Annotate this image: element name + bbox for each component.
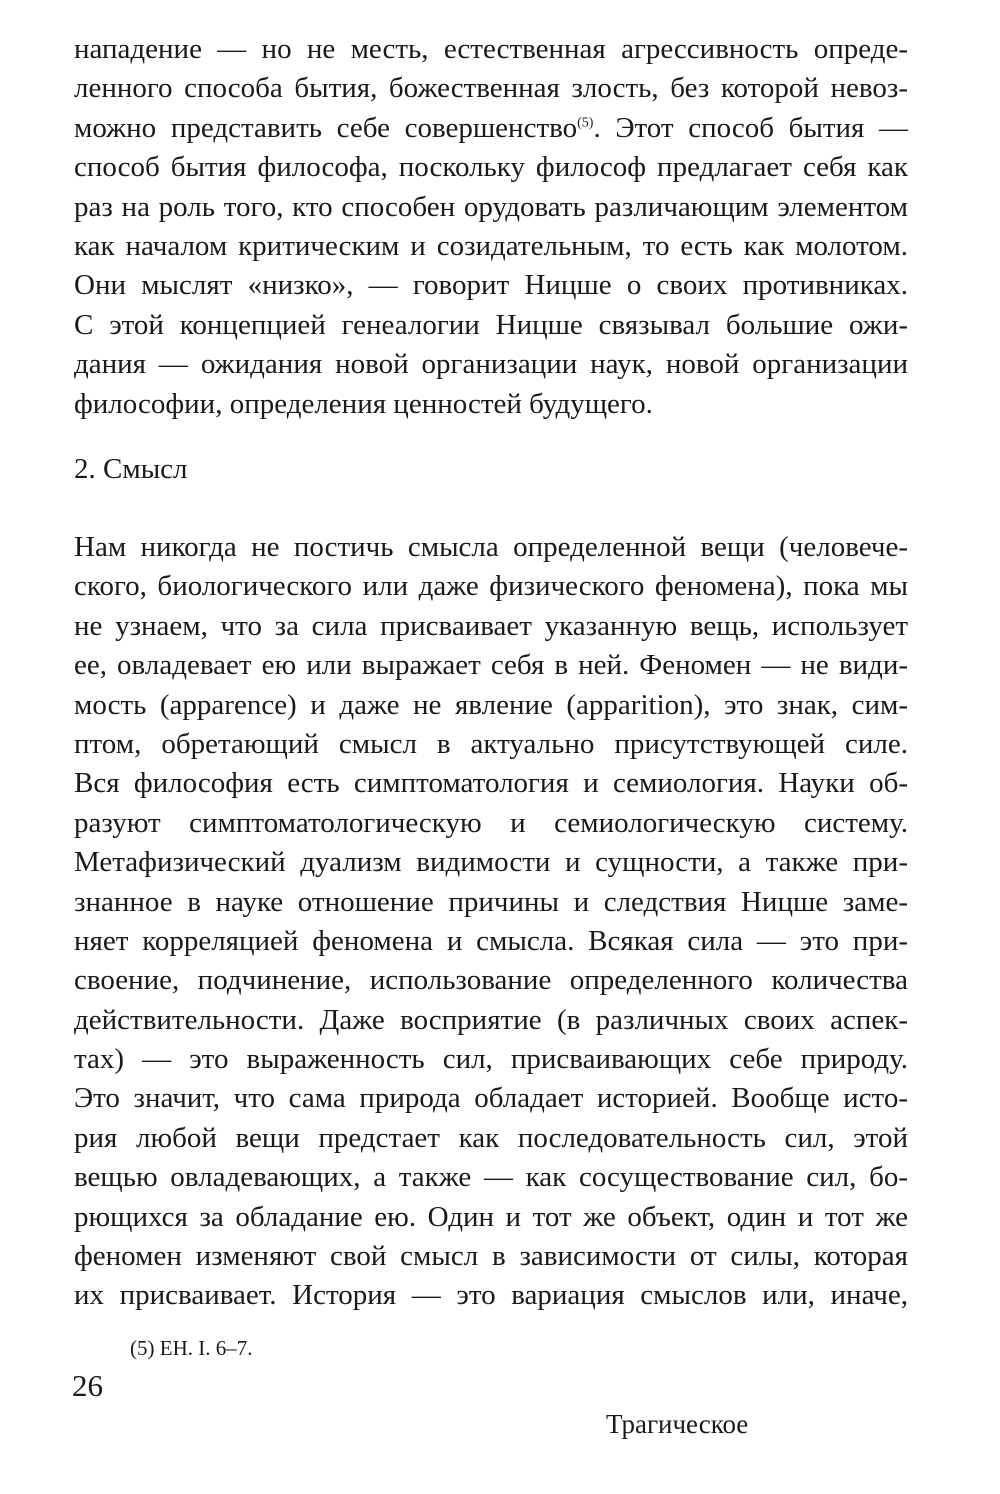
text-line: мость (apparence) и даже не явление (apparition), это знак, сим- [74, 688, 908, 721]
text-line: знанное в науке отношение причины и следствия Ницше заме- [74, 885, 908, 918]
text-fragment: . Этот способ бытия — [593, 111, 908, 144]
text-line: Они мыслят «низко», — говорит Ницше о своих противниках. [74, 269, 908, 302]
text-line: рия любой вещи предстает как последовательность сил, этой [74, 1121, 908, 1154]
text-line: ленного способа бытия, божественная злость, без которой невоз- [74, 72, 908, 105]
text-line: как началом критическим и созидательным, то есть как молотом. [74, 229, 908, 262]
text-line: не узнаем, что за сила присваивает указанную вещь, использует [74, 609, 908, 642]
text-line: тах) — это выраженность сил, присваивающих себе природу. [74, 1043, 908, 1076]
text-line: Метафизический дуализм видимости и сущности, а также при- [74, 846, 908, 879]
section-heading: 2. Смысл [74, 453, 188, 485]
paragraph-1 [74, 30, 908, 424]
text-line: своение, подчинение, использование определенного количества [74, 964, 908, 997]
text-line: няет корреляцией феномена и смысла. Всякая сила — это при- [74, 924, 908, 957]
text-line: философии, определения ценностей будущего. [74, 387, 653, 420]
text-line: птом, обретающий смысл в актуально присутствующей силе. [74, 727, 908, 760]
text-line: их присваивает. История — это вариация смыслов или, иначе, [74, 1279, 908, 1312]
text-line: нападение — но не месть, естественная агрессивность опреде- [74, 33, 908, 65]
paragraph-2 [74, 528, 908, 1316]
text-line: разуют симптоматологическую и семиологическую систему. [74, 806, 908, 839]
text-line: Это значит, что сама природа обладает историей. Вообще исто- [74, 1082, 908, 1115]
page-number: 26 [72, 1368, 103, 1403]
text-line: рющихся за обладание ею. Один и тот же объект, один и тот же [74, 1200, 908, 1233]
text-line: Нам никогда не постичь смысла определенной вещи (человече- [74, 531, 908, 563]
text-line: действительности. Даже восприятие (в различных своих аспек- [74, 1003, 908, 1036]
footnote-reference: (5) [577, 115, 594, 131]
text-line [74, 109, 908, 148]
text-line: феномен изменяют свой смысл в зависимости от силы, которая [74, 1240, 908, 1273]
text-line: Вся философия есть симптоматология и семиология. Науки об- [74, 767, 908, 800]
text-line: ского, биологического или даже физического феномена), пока мы [74, 570, 908, 603]
text-line: С этой концепцией генеалогии Ницше связывал большие ожи- [74, 308, 908, 341]
text-line: ее, овладевает ею или выражает себя в ней. Феномен — не види- [74, 649, 908, 682]
text-line: раз на роль того, кто способен орудовать различающим элементом [74, 190, 908, 223]
footnote: (5) EH. I. 6–7. [130, 1336, 253, 1360]
text-line: способ бытия философа, поскольку философ предлагает себя как [74, 151, 908, 184]
text-fragment: можно представить себе совершенство [74, 111, 578, 144]
running-title: Трагическое [606, 1409, 749, 1439]
text-line: вещью овладевающих, а также — как сосуществование сил, бо- [74, 1161, 908, 1194]
text-line: дания — ожидания новой организации наук, новой организации [74, 348, 908, 381]
